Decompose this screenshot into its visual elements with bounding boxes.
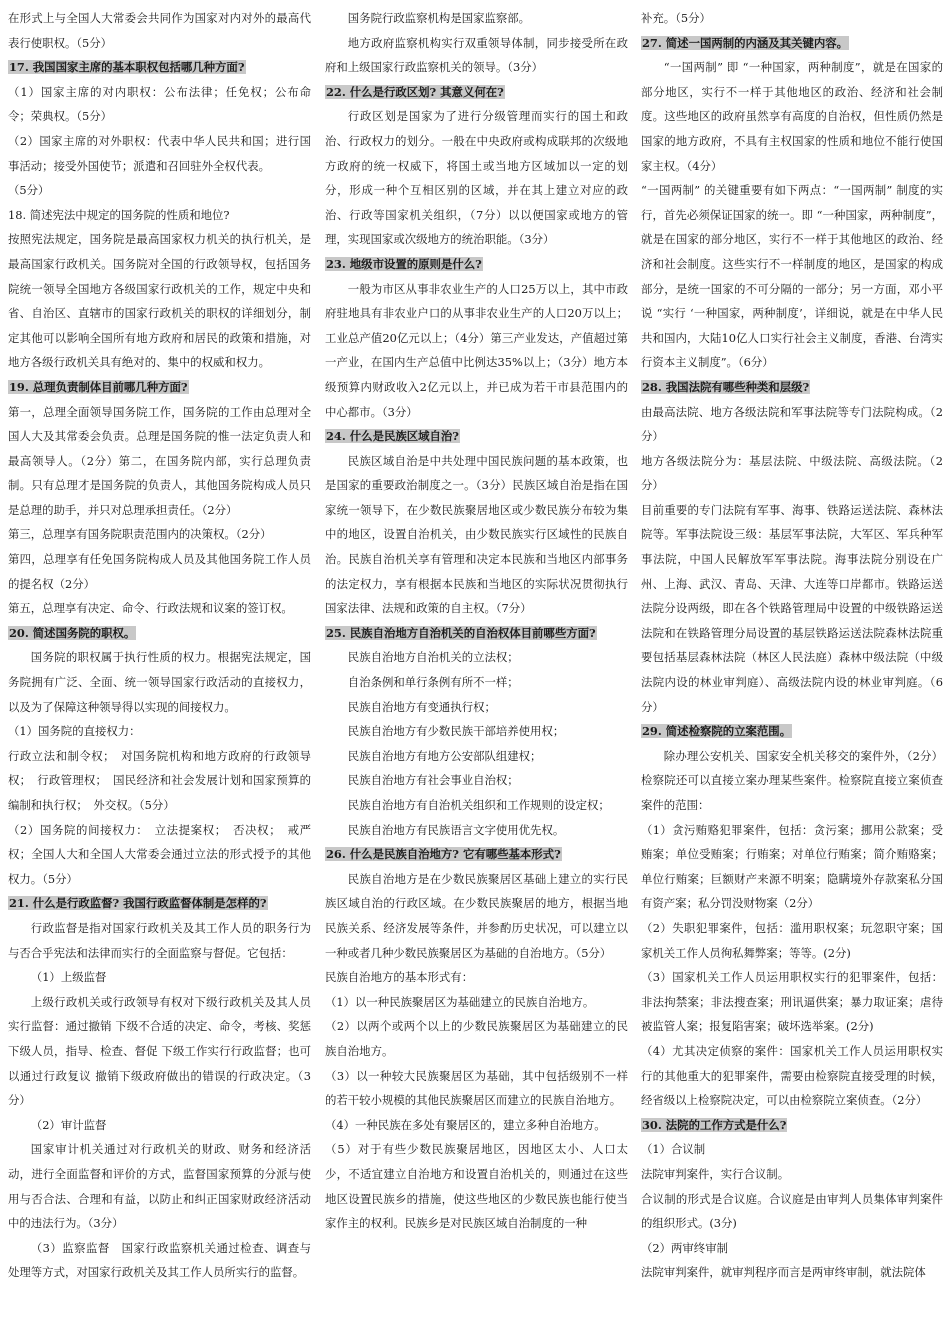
paragraph: “一国两制” 即 “一种国家，两种制度”，就是在国家的部分地区，实行不一样于其他地区的政治、经济和社会制度。这些地区的政府虽然享有高度的自治权，但性质仍然是国家的地方政府，不具有主权国家的性质和地位不能行使国家主权。（4分） xyxy=(641,60,943,173)
question-heading xyxy=(641,375,943,400)
question-heading xyxy=(641,1113,943,1138)
paragraph: 国务院行政监察机构是国家监察部。 xyxy=(347,11,531,25)
paragraph: （2）失职犯罪案件，包括：滥用职权案；玩忽职守案；国家机关工作人员徇私舞弊案；等等。(2分) xyxy=(641,920,943,960)
question-heading xyxy=(8,891,311,916)
paragraph: 法院审判案件，实行合议制。 xyxy=(641,1166,790,1181)
highlighted-question-text: 21. 什么是行政监督? 我国行政监督体制是怎样的? xyxy=(9,896,267,911)
paragraph: 民族自治地方有变通执行权； xyxy=(347,699,496,714)
highlighted-question-text: 25. 民族自治地方自治机关的自治权体目前哪些方面? xyxy=(326,625,596,640)
highlighted-question-text: 24. 什么是民族区域自治? xyxy=(326,429,459,444)
paragraph: 由最高法院、地方各级法院和军事法院等专门法院构成。（2分） xyxy=(641,404,943,444)
highlighted-question-text: 22. 什么是行政区划? 其意义何在? xyxy=(326,84,504,99)
highlighted-question-text: 20. 简述国务院的职权。 xyxy=(9,625,136,640)
question-heading xyxy=(325,424,628,449)
question-heading xyxy=(325,252,628,277)
paragraph: 一般为市区从事非农业生产的人口25万以上，其中市政府驻地具有非农业户口的从事非农业生产的人口20万以上；工业总产值20亿元以上；（4分）第三产业发达，产值超过第一产业，在国内生产总值中比例达35%以上；（3分）地方本级预算内财政收入2亿元以上，并已成为若干市县范围内的中心都市。（3分） xyxy=(325,281,628,419)
paragraph: 合议制的形式是合议庭。合议庭是由审判人员集体审判案件的组织形式。(3分) xyxy=(641,1191,943,1231)
paragraph: 除办理公安机关、国家安全机关移交的案件外，（2分）检察院还可以直接立案办理某些案件。检察院直接立案侦查案件的范围： xyxy=(641,748,943,812)
paragraph: 民族自治地方有社会事业自治权； xyxy=(347,773,519,788)
paragraph: （1）合议制 xyxy=(641,1142,706,1157)
paragraph: 在形式上与全国人大常委会共同作为国家对内对外的最高代表行使职权。（5分） xyxy=(8,11,311,50)
question-heading xyxy=(325,80,628,105)
question-heading xyxy=(641,719,943,744)
paragraph: 上级行政机关或行政领导有权对下级行政机关及其人员实行监督：通过撤销 下级不合适的决定、命令，考核、奖惩 下级人员，指导、检查、督促 下级工作实行行政监督；也可以通过行政复议 撤销下级政府做出的错误的行政决定。（3分） xyxy=(8,994,311,1108)
paragraph: 第一，总理全面领导国务院工作，国务院的工作由总理对全国人大及其常委会负责。总理是国务院的惟一法定负责人和最高领导人。（2分）第二，在国务院内部，实行总理负责制。只有总理才是国务院的负责人，其他国务院构成人员只是总理的助手，并只对总理承担责任。（2分） xyxy=(8,404,311,517)
paragraph: （1）贪污贿赂犯罪案件，包括：贪污案；挪用公款案；受贿案；单位受贿案；行贿案；对单位行贿案；简介贿赂案；单位行贿案；巨额财产来源不明案；隐瞒境外存款案私分国有资产案；私分罚没财物案（2分） xyxy=(641,822,943,911)
paragraph: （2）审计监督 xyxy=(30,1117,107,1132)
question-heading xyxy=(641,31,943,56)
paragraph: 民族自治地方有民族语言文字使用优先权。 xyxy=(347,822,565,837)
paragraph: （2）以两个或两个以上的少数民族聚居区为基础建立的民族自治地方。 xyxy=(325,1019,628,1058)
paragraph: （5分） xyxy=(8,183,50,198)
paragraph: 补充。（5分） xyxy=(641,11,711,25)
text-column-middle xyxy=(325,6,628,1344)
paragraph: （4）一种民族在多处有聚居区的，建立多种自治地方。 xyxy=(325,1117,606,1132)
paragraph: 法院审判案件，就审判程序而言是两审终审制，就法院体 xyxy=(641,1265,926,1280)
question-heading xyxy=(8,375,311,400)
paragraph: （1）国务院的直接权力： xyxy=(8,724,141,739)
question-heading xyxy=(325,621,628,646)
paragraph: 自治条例和单行条例有所不一样； xyxy=(347,675,519,690)
paragraph: 行政监督是指对国家行政机关及其工作人员的职务行为与否合乎宪法和法律而实行的全面监察与督促。它包括： xyxy=(8,920,311,960)
question-heading xyxy=(8,621,311,646)
highlighted-question-text: 17. 我国国家主席的基本职权包括哪几种方面? xyxy=(9,60,245,75)
highlighted-question-text: 30. 法院的工作方式是什么? xyxy=(642,1117,787,1132)
paragraph: “一国两制” 的关键重要有如下两点：“一国两制” 制度的实行，首先必须保证国家的统一。即 “一种国家，两种制度”，就是在国家的部分地区，实行不一样于其他地区的政治、经济和社会制度。这些实行不一样制度的地区，是国家的构成部分，是统一国家的不可分隔的一部分；另一方面，邓小平说 “实行 ‘一种国家，两种制度’，详细说，就是在中华人民共和国内，大陆10亿人口实行社会主义制度，香港、台湾实行资本主义制度”。（6分） xyxy=(641,183,943,370)
paragraph: 行政立法和制令权； 对国务院机构和地方政府的行政领导权； 行政管理权； 国民经济和社会发展计划和国家预算的编制和执行权； 外交权。（5分） xyxy=(8,748,311,812)
paragraph: （5）对于有些少数民族聚居地区，因地区太小、人口太少，不适宜建立自治地方和设置自治机关的，则通过在这些地区设置民族乡的措施，使这些地区的少数民族也能行使当家作主的权利。民族乡是对民族区域自治制度的一种 xyxy=(325,1142,628,1231)
paragraph: 18. 简述宪法中规定的国务院的性质和地位? xyxy=(8,207,230,222)
paragraph: （3）以一种较大民族聚居区为基础，其中包括级别不一样的若干较小规模的其他民族聚居区而建立的民族自治地方。 xyxy=(325,1068,628,1108)
paragraph: （1）以一种民族聚居区为基础建立的民族自治地方。 xyxy=(325,994,595,1009)
paragraph: （1）国家主席的对内职权：公布法律；任免权；公布命令；荣典权。（5分） xyxy=(8,84,311,124)
paragraph: 民族自治地方自治机关的立法权； xyxy=(347,650,519,665)
highlighted-question-text: 23. 地级市设置的原则是什么? xyxy=(326,256,482,271)
paragraph: （2）国务院的间接权力： 立法提案权； 否决权； 戒严权；全国人大和全国人大常委会通过立法的形式授予的其他权力。（5分） xyxy=(8,822,311,886)
paragraph: （3）监察监督 国家行政监察机关通过检查、调查与处理等方式，对国家行政机关及其工作人员所实行的监督。 xyxy=(8,1240,311,1280)
text-column-right xyxy=(641,6,943,1344)
paragraph: 地方各级法院分为：基层法院、中级法院、高级法院。（2分） xyxy=(641,453,943,493)
question-heading xyxy=(8,55,311,80)
paragraph: 第三，总理享有国务院职责范围内的决策权。（2分） xyxy=(8,527,272,542)
paragraph: 民族自治地方是在少数民族聚居区基础上建立的实行民族区域自治的行政区域。在少数民族聚居的地方，根据当地民族关系、经济发展等条件，并参酌历史状况，可以建立以一种或者几种少数民族聚居区为基础的自治地方。（5分） xyxy=(325,871,628,960)
highlighted-question-text: 27. 简述一国两制的内涵及其关键内容。 xyxy=(642,35,849,50)
question-heading xyxy=(325,842,628,867)
text-column-left xyxy=(8,6,311,1344)
paragraph: 第四，总理享有任免国务院构成人员及其他国务院工作人员的提名权（2分） xyxy=(8,552,311,591)
paragraph: 目前重要的专门法院有军事、海事、铁路运送法院、森林法院等。军事法院设三级：基层军事法院，大军区、军兵种军事法院，中国人民解放军军事法院。海事法院分别设在广州、上海、武汉、青岛、天津、大连等口岸都市。铁路运送法院分设两级，即在各个铁路管理局中设置的中级铁路运送法院和在铁路管理分局设置的基层铁路运送法院森林法院重要包括基层森林法院（林区人民法庭）森林中级法院（中级法院内设的林业审判庭）、高级法院内设的林业审判庭。（6分） xyxy=(641,502,943,714)
paragraph: 按照宪法规定，国务院是最高国家权力机关的执行机关，是最高国家行政机关。国务院对全国的行政领导权，包括国务院统一领导全国地方各级国家行政机关的工作，规定中央和省、自治区、直辖市的国家行政机关的职权的详细划分，制定其他可以影响全国所有地方政府和居民的政策和措施，对地方各级行政机关具有绝对的、集中的权威和权力。 xyxy=(8,232,311,370)
highlighted-question-text: 28. 我国法院有哪些种类和层级? xyxy=(642,379,810,394)
paragraph: （4）尤其决定侦察的案件：国家机关工作人员运用职权实行的其他重大的犯罪案件，需要由检察院直接受理的时候，经省级以上检察院决定，可以由检察院立案侦查。（2分） xyxy=(641,1043,943,1108)
highlighted-question-text: 26. 什么是民族自治地方? 它有哪些基本形式? xyxy=(326,847,561,862)
paragraph: 民族自治地方有自治机关组织和工作规则的设定权； xyxy=(347,798,610,812)
highlighted-question-text: 19. 总理负责制体目前哪几种方面? xyxy=(9,379,188,394)
paragraph: 民族自治地方有地方公安部队组建权； xyxy=(347,748,542,763)
paragraph: 地方政府监察机构实行双重领导体制，同步接受所在政府和上级国家行政监察机关的领导。（3分） xyxy=(325,35,628,75)
paragraph: （3）国家机关工作人员运用职权实行的犯罪案件，包括：非法拘禁案；非法搜查案；刑讯逼供案；暴力取证案；虐待被监管人案；报复陷害案；破坏选举案。(2分) xyxy=(641,970,943,1034)
paragraph: 第五，总理享有决定、命令、行政法规和议案的签订权。 xyxy=(8,601,293,616)
highlighted-question-text: 29. 简述检察院的立案范围。 xyxy=(642,724,792,739)
paragraph: （2）两审终审制 xyxy=(641,1240,728,1255)
paragraph: （2）国家主席的对外职权：代表中华人民共和国；进行国事活动；接受外国使节；派遣和召回驻外全权代表。 xyxy=(8,133,311,173)
paragraph: （1）上级监督 xyxy=(30,970,107,985)
paragraph: 行政区划是国家为了进行分级管理而实行的国土和政治、行政权力的划分。一般在中央政府或构成联邦的次级地方政府的统一权威下，将国土或当地方区域加以一定的划分，形成一种个互相区别的区域，并在其上建立对应的政治、行政等国家机关组织，（7分）以以便国家或地方的管理，实现国家或次级地方的统治职能。（3分） xyxy=(325,109,628,247)
paragraph: 民族自治地方的基本形式有： xyxy=(325,970,474,985)
paragraph: 民族区域自治是中共处理中国民族问题的基本政策，也是国家的重要政治制度之一。（3分）民族区域自治是指在国家统一领导下，在少数民族聚居地区或少数民族分布较为集中的地区，设置自治机关，由少数民族实行区域性的民族自治。民族自治机关享有管理和决定本民族和当地区内部事务的法定权力，享有根据本民族和当地区的实际状况贯彻执行国家法律、法规和政策的自主权。（7分） xyxy=(325,453,628,616)
paragraph: 民族自治地方有少数民族干部培养使用权； xyxy=(347,724,565,739)
paragraph: 国务院的职权属于执行性质的权力。根据宪法规定，国务院拥有广泛、全面、统一领导国家行政活动的直接权力，以及为了保障这种领导得以实现的间接权力。 xyxy=(8,650,311,714)
paragraph: 国家审计机关通过对行政机关的财政、财务和经济活动，进行全面监督和评价的方式，监督国家预算的分派与使用与否合法、合理和有益，以防止和纠正国家财政经济活动中的违法行为。（3分） xyxy=(8,1142,311,1231)
